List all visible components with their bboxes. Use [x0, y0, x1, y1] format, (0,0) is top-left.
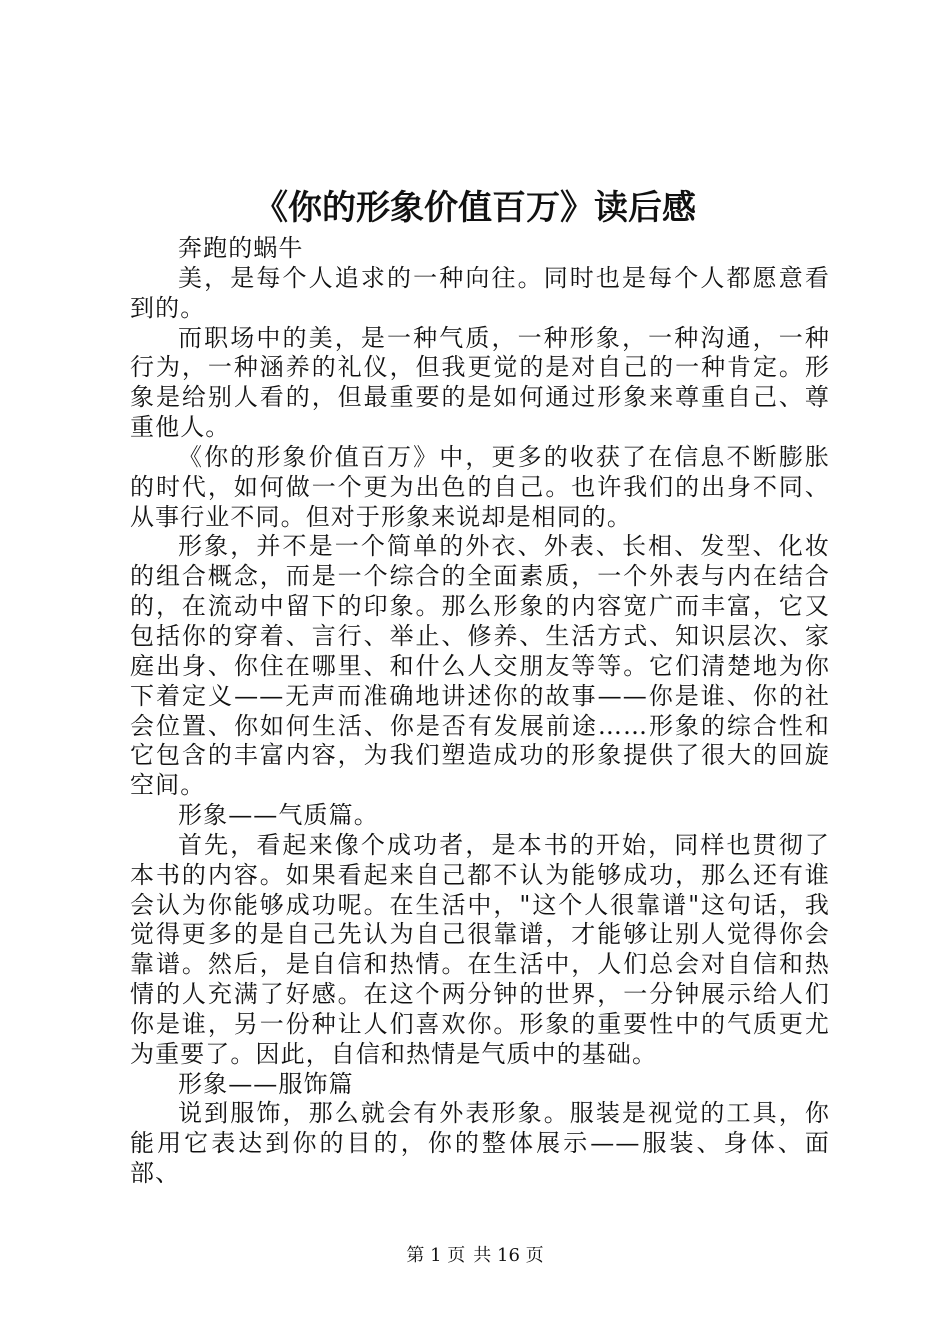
document-body	[130, 234, 830, 1189]
paragraph: 而职场中的美，是一种气质，一种形象，一种沟通，一种行为，一种涵养的礼仪，但我更觉的是对自己的一种肯定。形象是给别人看的，但最重要的是如何通过形象来尊重自己、尊重他人。	[130, 323, 830, 442]
page-footer	[0, 1244, 950, 1268]
paragraph: 说到服饰，那么就会有外表形象。服装是视觉的工具，你能用它表达到你的目的，你的整体展示——服装、身体、面部、	[130, 1099, 830, 1188]
paragraph: 《你的形象价值百万》中，更多的收获了在信息不断膨胀的时代，如何做一个更为出色的自己。也许我们的出身不同、从事行业不同。但对于形象来说却是相同的。	[130, 442, 830, 531]
paragraph: 首先，看起来像个成功者，是本书的开始，同样也贯彻了本书的内容。如果看起来自己都不认为能够成功，那么还有谁会认为你能够成功呢。在生活中，"这个人很靠谱"这句话，我觉得更多的是自己先认为自己很靠谱，才能够让别人觉得你会靠谱。然后，是自信和热情。在生活中，人们总会对自信和热情的人充满了好感。在这个两分钟的世界，一分钟展示给人们你是谁，另一份种让人们喜欢你。形象的重要性中的气质更尤为重要了。因此，自信和热情是气质中的基础。	[130, 830, 830, 1068]
paragraph: 美，是每个人追求的一种向往。同时也是每个人都愿意看到的。	[130, 263, 830, 322]
document-title: 《你的形象价值百万》读后感	[254, 188, 696, 228]
section-heading: 形象——气质篇。	[178, 801, 379, 830]
page-total: 共 16 页	[473, 1245, 544, 1266]
paragraph: 形象，并不是一个简单的外衣、外表、长相、发型、化妆的组合概念，而是一个综合的全面素质，一个外表与内在结合的，在流动中留下的印象。那么形象的内容宽广而丰富，它又包括你的穿着、言行、举止、修养、生活方式、知识层次、家庭出身、你住在哪里、和什么人交朋友等等。它们清楚地为你下着定义——无声而准确地讲述你的故事——你是谁、你的社会位置、你如何生活、你是否有发展前途……形象的综合性和它包含的丰富内容，为我们塑造成功的形象提供了很大的回旋空间。	[130, 532, 830, 800]
author-line: 奔跑的蜗牛	[178, 234, 304, 262]
section-heading: 形象——服饰篇	[178, 1069, 354, 1098]
page-number: 第 1 页	[406, 1245, 466, 1266]
